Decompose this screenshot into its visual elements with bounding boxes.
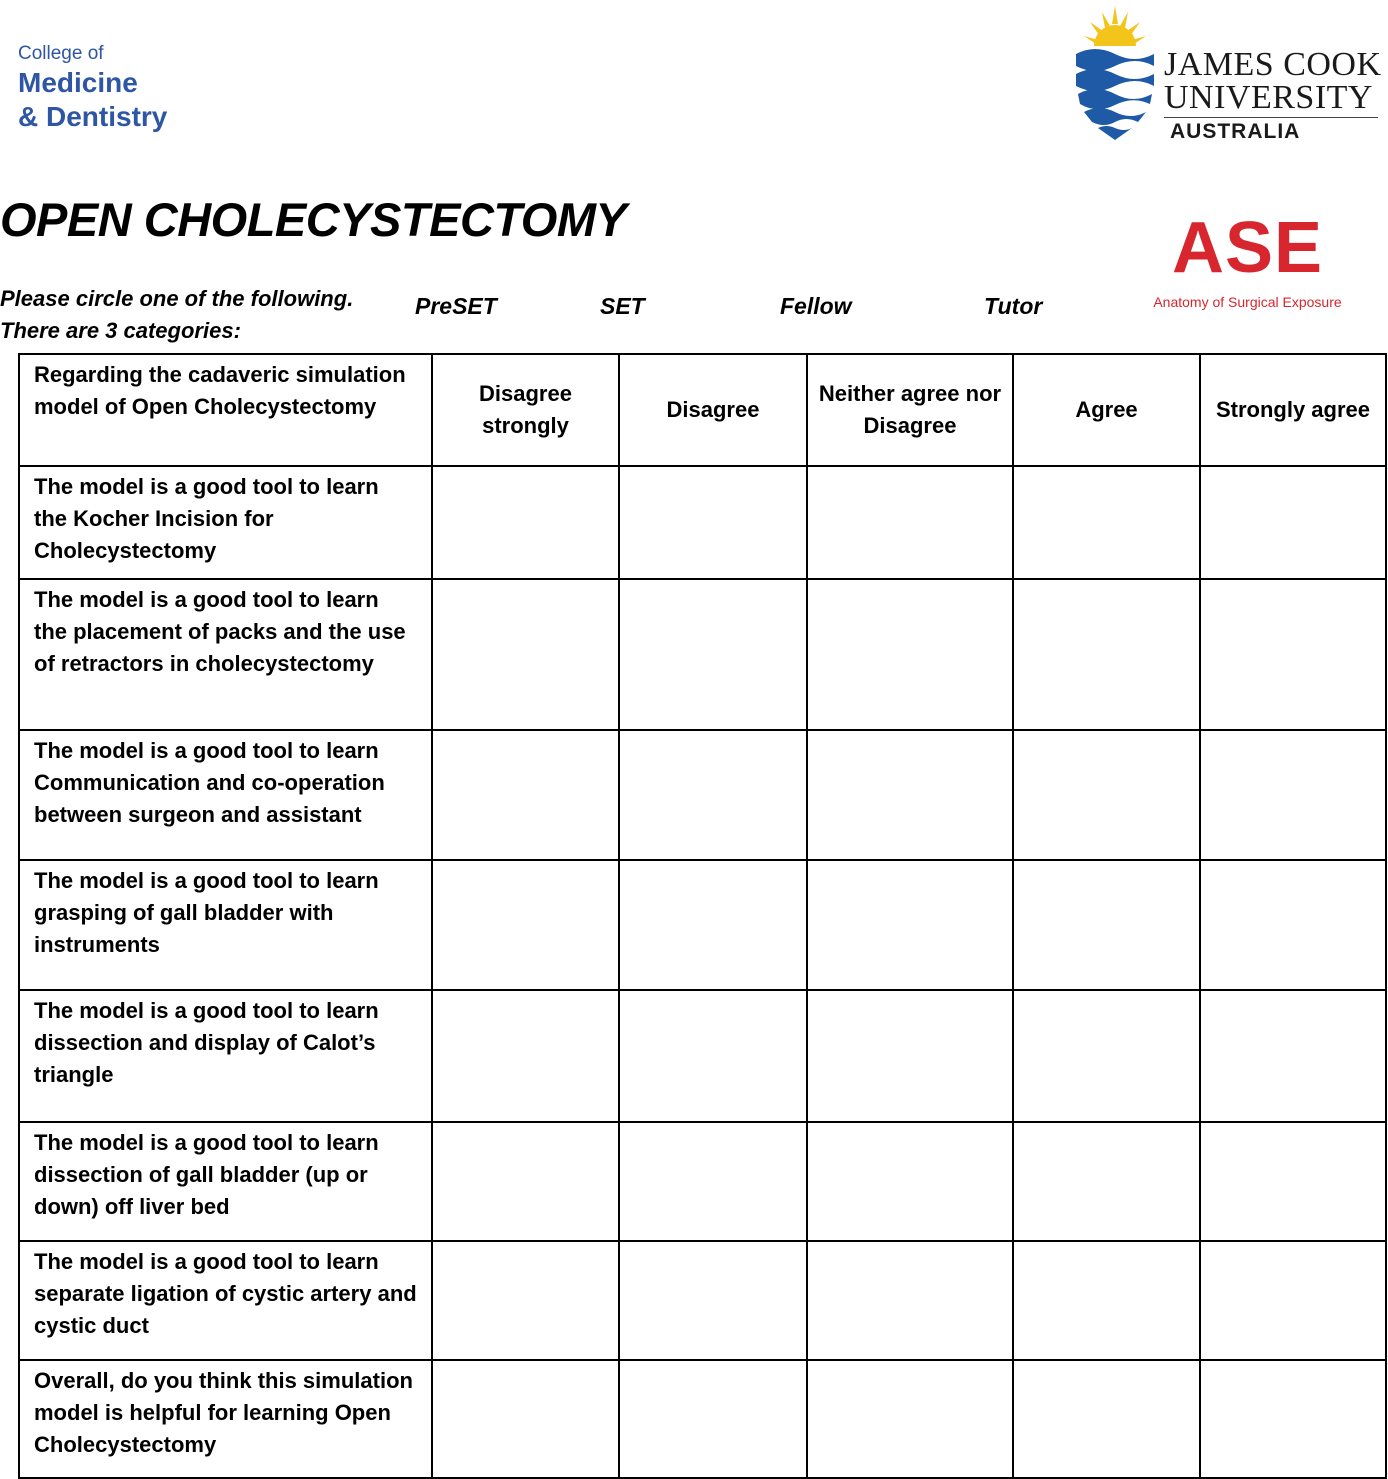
response-cell-neither[interactable] <box>807 1360 1013 1478</box>
response-cell-disagree[interactable] <box>619 860 807 990</box>
column-header-strongly-agree: Strongly agree <box>1200 354 1386 466</box>
category-set[interactable]: SET <box>600 293 645 319</box>
page-title: OPEN CHOLECYSTECTOMY <box>0 193 627 246</box>
instructions-line2: There are 3 categories: <box>0 318 241 343</box>
jcu-name-line2: UNIVERSITY <box>1164 79 1373 116</box>
category-preset[interactable]: PreSET <box>415 293 497 319</box>
jcu-divider <box>1164 117 1378 118</box>
college-line2: Medicine <box>18 67 138 98</box>
response-cell-disagree-strongly[interactable] <box>432 466 619 579</box>
response-cell-disagree[interactable] <box>619 730 807 860</box>
response-cell-disagree[interactable] <box>619 579 807 730</box>
response-cell-disagree-strongly[interactable] <box>432 860 619 990</box>
response-cell-disagree-strongly[interactable] <box>432 990 619 1122</box>
question-text: The model is a good tool to learn the placement of packs and the use of retractors in cholecystectomy <box>19 579 432 730</box>
response-cell-agree[interactable] <box>1013 579 1200 730</box>
ase-subtitle: Anatomy of Surgical Exposure <box>1153 294 1342 310</box>
table-row <box>19 730 1386 860</box>
instructions-line1: Please circle one of the following. <box>0 286 354 311</box>
table-row <box>19 466 1386 579</box>
response-cell-disagree[interactable] <box>619 1241 807 1360</box>
column-header-disagree-strongly: Disagree strongly <box>432 354 619 466</box>
response-cell-strongly-agree[interactable] <box>1200 860 1386 990</box>
category-fellow[interactable]: Fellow <box>780 293 852 319</box>
question-text: The model is a good tool to learn grasping of gall bladder with instruments <box>19 860 432 990</box>
table-row <box>19 1241 1386 1360</box>
response-cell-strongly-agree[interactable] <box>1200 1241 1386 1360</box>
response-cell-strongly-agree[interactable] <box>1200 1122 1386 1241</box>
college-line1: College of <box>18 43 104 64</box>
table-header-row <box>19 354 1386 466</box>
category-tutor[interactable]: Tutor <box>984 293 1043 319</box>
question-text: The model is a good tool to learn separate ligation of cystic artery and cystic duct <box>19 1241 432 1360</box>
question-text: The model is a good tool to learn dissection of gall bladder (up or down) off liver bed <box>19 1122 432 1241</box>
survey-table <box>18 353 1387 1479</box>
table-row <box>19 579 1386 730</box>
response-cell-agree[interactable] <box>1013 860 1200 990</box>
question-text: Overall, do you think this simulation model is helpful for learning Open Cholecystectomy <box>19 1360 432 1478</box>
response-cell-neither[interactable] <box>807 1241 1013 1360</box>
college-line3: & Dentistry <box>18 101 168 132</box>
jcu-wordmark <box>1164 48 1382 144</box>
table-row <box>19 860 1386 990</box>
response-cell-disagree-strongly[interactable] <box>432 1122 619 1241</box>
response-cell-disagree-strongly[interactable] <box>432 1241 619 1360</box>
response-cell-strongly-agree[interactable] <box>1200 990 1386 1122</box>
response-cell-disagree-strongly[interactable] <box>432 1360 619 1478</box>
question-text: The model is a good tool to learn the Kocher Incision for Cholecystectomy <box>19 466 432 579</box>
response-cell-neither[interactable] <box>807 730 1013 860</box>
response-cell-neither[interactable] <box>807 860 1013 990</box>
response-cell-disagree-strongly[interactable] <box>432 579 619 730</box>
response-cell-agree[interactable] <box>1013 1122 1200 1241</box>
table-row <box>19 990 1386 1122</box>
response-cell-agree[interactable] <box>1013 990 1200 1122</box>
response-cell-disagree-strongly[interactable] <box>432 730 619 860</box>
college-logo <box>18 42 167 134</box>
response-cell-strongly-agree[interactable] <box>1200 1360 1386 1478</box>
question-header: Regarding the cadaveric simulation model of Open Cholecystectomy <box>19 354 432 466</box>
response-cell-agree[interactable] <box>1013 1241 1200 1360</box>
response-cell-neither[interactable] <box>807 466 1013 579</box>
question-text: The model is a good tool to learn Communication and co-operation between surgeon and assistant <box>19 730 432 860</box>
response-cell-agree[interactable] <box>1013 730 1200 860</box>
jcu-emblem-icon <box>1074 4 1156 144</box>
response-cell-neither[interactable] <box>807 579 1013 730</box>
table-row <box>19 1360 1386 1478</box>
response-cell-strongly-agree[interactable] <box>1200 730 1386 860</box>
response-cell-neither[interactable] <box>807 1122 1013 1241</box>
jcu-name-line1: JAMES COOK <box>1164 46 1382 83</box>
response-cell-disagree[interactable] <box>619 1360 807 1478</box>
ase-logo <box>1140 208 1355 312</box>
response-cell-strongly-agree[interactable] <box>1200 579 1386 730</box>
instructions <box>0 283 353 347</box>
response-cell-neither[interactable] <box>807 990 1013 1122</box>
response-cell-disagree[interactable] <box>619 990 807 1122</box>
column-header-neither: Neither agree nor Disagree <box>807 354 1013 466</box>
response-cell-disagree[interactable] <box>619 466 807 579</box>
question-text: The model is a good tool to learn dissection and display of Calot’s triangle <box>19 990 432 1122</box>
response-cell-agree[interactable] <box>1013 1360 1200 1478</box>
response-cell-agree[interactable] <box>1013 466 1200 579</box>
column-header-disagree: Disagree <box>619 354 807 466</box>
response-cell-disagree[interactable] <box>619 1122 807 1241</box>
jcu-logo <box>1074 4 1388 144</box>
column-header-agree: Agree <box>1013 354 1200 466</box>
jcu-country: AUSTRALIA <box>1170 120 1301 143</box>
table-row <box>19 1122 1386 1241</box>
response-cell-strongly-agree[interactable] <box>1200 466 1386 579</box>
ase-mark: ASE <box>1171 208 1324 288</box>
